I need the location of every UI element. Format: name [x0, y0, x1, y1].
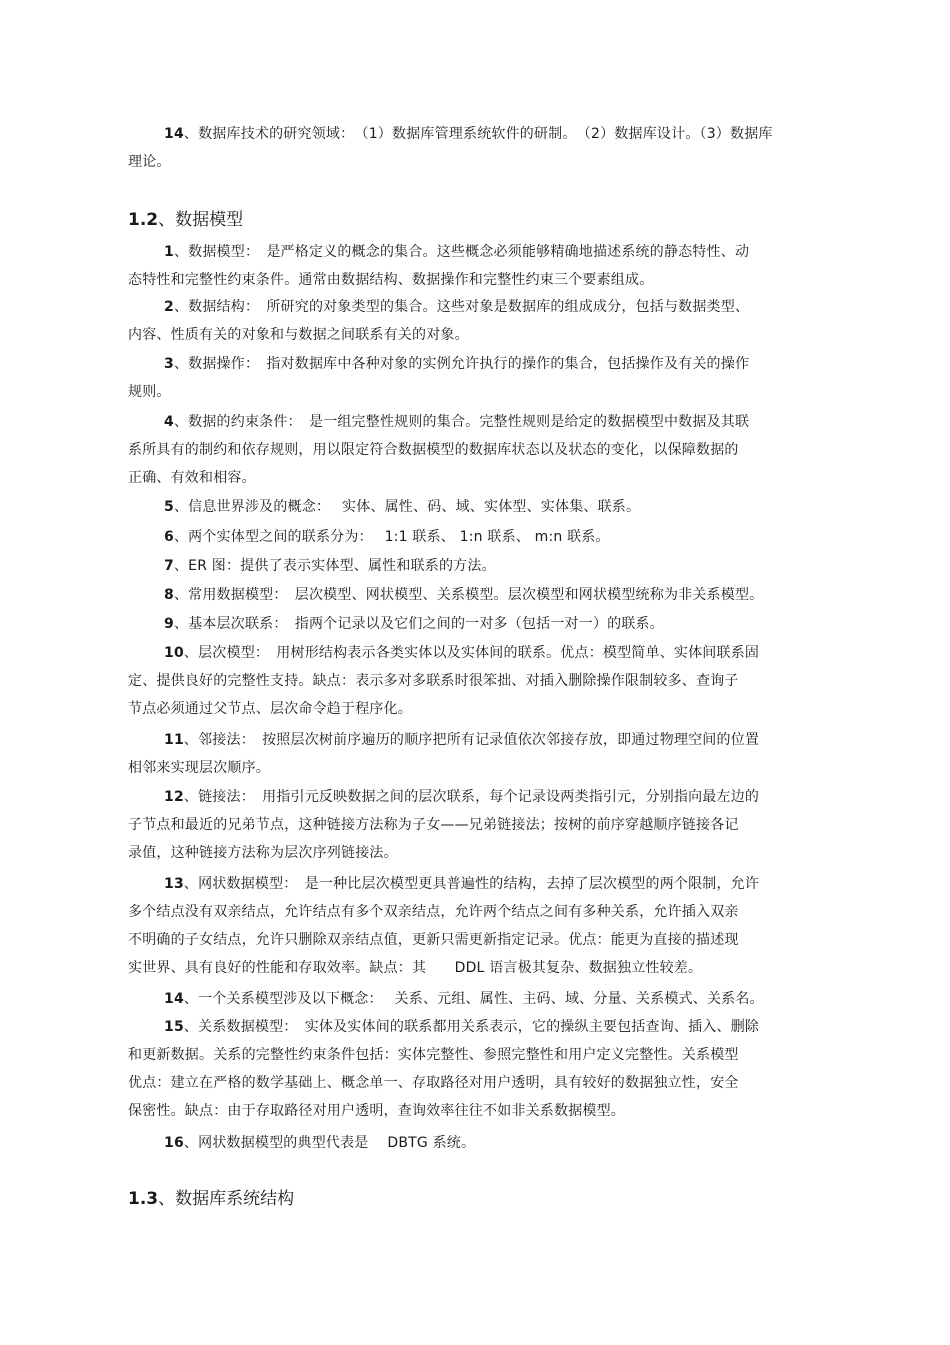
item-13-line-2	[128, 902, 739, 922]
item-text: 、两个实体型之间的联系分为： 1:1 联系、 1:n 联系、 m:n 联系。	[173, 529, 610, 545]
item-text: 规则。	[128, 384, 171, 400]
item-13-line-4	[128, 958, 702, 978]
item-text: 、基本层次联系： 指两个记录以及它们之间的一对多（包括一对一）的联系。	[173, 616, 664, 632]
item-12-line-2	[128, 815, 739, 835]
item-text: 、网状数据模型的典型代表是 DBTG 系统。	[183, 1135, 476, 1151]
item-text: 、数据模型： 是严格定义的概念的集合。这些概念必须能够精确地描述系统的静态特性、动	[173, 244, 750, 260]
item-number: 11	[164, 732, 184, 748]
item-text: 、层次模型： 用树形结构表示各类实体以及实体间的联系。优点：模型简单、实体间联系固	[183, 645, 760, 661]
item-number: 4	[164, 414, 174, 430]
item-text: 内容、性质有关的对象和与数据之间联系有关的对象。	[128, 327, 469, 343]
item-number: 15	[164, 1019, 184, 1035]
item-text: 、一个关系模型涉及以下概念： 关系、元组、属性、主码、域、分量、关系模式、关系名。	[183, 991, 764, 1007]
item-14-line-1	[164, 989, 764, 1009]
item-number: 14	[164, 991, 184, 1007]
item-12-line-1	[164, 787, 759, 807]
item-number: 9	[164, 616, 174, 632]
item-9-line-1	[164, 614, 664, 634]
item-text: 、ER 图：提供了表示实体型、属性和联系的方法。	[173, 558, 496, 574]
item-number: 13	[164, 876, 184, 892]
item-15-line-2	[128, 1045, 739, 1065]
item-8-line-1	[164, 585, 763, 605]
item-text: 相邻来实现层次顺序。	[128, 760, 270, 776]
item-4-line-2	[128, 440, 739, 460]
item-text: 多个结点没有双亲结点，允许结点有多个双亲结点，允许两个结点之间有多种关系，允许插入双亲	[128, 904, 739, 920]
item-text: 、链接法： 用指引元反映数据之间的层次联系，每个记录设两类指引元，分别指向最左边的	[183, 789, 760, 805]
item-text: 、关系数据模型： 实体及实体间的联系都用关系表示，它的操纵主要包括查询、插入、删除	[183, 1019, 760, 1035]
top-item-14-line-1: 14、数据库技术的研究领域： （1）数据库管理系统软件的研制。 （2）数据库设计。（3）数据库	[164, 126, 773, 142]
item-11-line-2	[128, 758, 270, 778]
item-text: 、数据结构： 所研究的对象类型的集合。这些对象是数据库的组成成分，包括与数据类型、	[173, 299, 750, 315]
item-text: 和更新数据。关系的完整性约束条件包括：实体完整性、参照完整性和用户定义完整性。关系模型	[128, 1047, 739, 1063]
item-16-line-1	[164, 1133, 475, 1153]
top-item-14-line-2: 理论。	[128, 154, 171, 170]
item-15-line-3	[128, 1073, 739, 1093]
item-text: 、邻接法： 按照层次树前序遍历的顺序把所有记录值依次邻接存放，即通过物理空间的位置	[183, 732, 760, 748]
item-4-line-1	[164, 412, 749, 432]
item-text: 子节点和最近的兄弟节点，这种链接方法称为子女——兄弟链接法；按树的前序穿越顺序链接各记	[128, 817, 739, 833]
item-13-line-1	[164, 874, 759, 894]
item-10-line-3	[128, 699, 412, 719]
item-text: 、网状数据模型： 是一种比层次模型更具普遍性的结构，去掉了层次模型的两个限制，允许	[183, 876, 760, 892]
item-number: 6	[164, 529, 174, 545]
item-number: 5	[164, 499, 174, 515]
item-10-line-2	[128, 671, 739, 691]
item-4-line-3	[128, 468, 256, 488]
item-text: 实世界、具有良好的性能和存取效率。缺点：其 DDL 语言极其复杂、数据独立性较差。	[128, 960, 703, 976]
item-2-line-2	[128, 325, 469, 345]
item-12-line-3	[128, 843, 398, 863]
item-15-line-1	[164, 1017, 759, 1037]
item-number: 16	[164, 1135, 184, 1151]
item-5-line-1	[164, 497, 640, 517]
item-10-line-1	[164, 643, 759, 663]
section-heading-1-3: 1.3、数据库系统结构	[128, 1189, 295, 1209]
item-number: 2	[164, 299, 174, 315]
item-3-line-2	[128, 382, 171, 402]
item-text: 保密性。缺点：由于存取路径对用户透明，查询效率往往不如非关系数据模型。	[128, 1103, 625, 1119]
item-text: 、数据的约束条件： 是一组完整性规则的集合。完整性规则是给定的数据模型中数据及其联	[173, 414, 750, 430]
item-1-line-1	[164, 242, 749, 262]
item-text: 不明确的子女结点，允许只删除双亲结点值，更新只需更新指定记录。优点：能更为直接的描述现	[128, 932, 739, 948]
item-text: 节点必须通过父节点、层次命令趋于程序化。	[128, 701, 412, 717]
item-3-line-1	[164, 354, 749, 374]
section-heading-1-2: 1.2、数据模型	[128, 210, 244, 230]
item-6-line-1	[164, 527, 610, 547]
item-text: 正确、有效和相容。	[128, 470, 256, 486]
item-text: 定、提供良好的完整性支持。缺点：表示多对多联系时很笨拙、对插入删除操作限制较多、查询子	[128, 673, 739, 689]
item-7-line-1	[164, 556, 496, 576]
item-text: 系所具有的制约和依存规则，用以限定符合数据模型的数据库状态以及状态的变化，以保障数据的	[128, 442, 739, 458]
item-13-line-3	[128, 930, 739, 950]
item-number: 10	[164, 645, 184, 661]
item-number: 8	[164, 587, 174, 603]
item-text: 优点：建立在严格的数学基础上、概念单一、存取路径对用户透明，具有较好的数据独立性，安全	[128, 1075, 739, 1091]
item-number: 7	[164, 558, 174, 574]
item-text: 、数据操作： 指对数据库中各种对象的实例允许执行的操作的集合，包括操作及有关的操作	[173, 356, 750, 372]
item-number: 12	[164, 789, 184, 805]
item-15-line-4	[128, 1101, 625, 1121]
item-text: 态特性和完整性约束条件。通常由数据结构、数据操作和完整性约束三个要素组成。	[128, 272, 654, 288]
item-number: 1	[164, 244, 174, 260]
item-1-line-2	[128, 270, 653, 290]
item-text: 录值，这种链接方法称为层次序列链接法。	[128, 845, 398, 861]
item-2-line-1	[164, 297, 749, 317]
item-number: 3	[164, 356, 174, 372]
item-11-line-1	[164, 730, 759, 750]
item-text: 、信息世界涉及的概念： 实体、属性、码、域、实体型、实体集、联系。	[173, 499, 641, 515]
item-text: 、常用数据模型： 层次模型、网状模型、关系模型。层次模型和网状模型统称为非关系模型。	[173, 587, 764, 603]
